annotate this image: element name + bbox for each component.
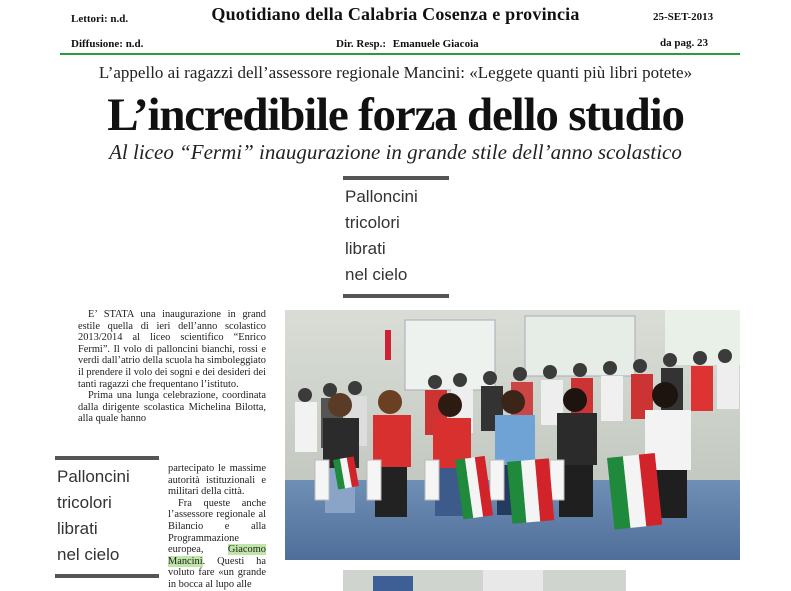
paragraph-2: Prima una lunga celebrazione, coordinata dalla dirigente scolastica Michelina Bilotta, alla quale hanno bbox=[78, 390, 266, 425]
secondary-photo bbox=[343, 570, 626, 591]
secondary-photo-svg bbox=[343, 570, 626, 591]
pullquote-line: Palloncini bbox=[345, 187, 418, 206]
paragraph-3 bbox=[168, 498, 266, 591]
article-photo bbox=[285, 310, 740, 560]
article-body bbox=[78, 309, 266, 425]
pullquote-line: librati bbox=[345, 239, 386, 258]
highlight-first-name: Giacomo bbox=[227, 544, 266, 556]
date-label: 25-SET-2013 bbox=[653, 11, 714, 23]
readers-label: Lettori: n.d. bbox=[71, 13, 129, 25]
pullquote-line: librati bbox=[57, 519, 98, 538]
article-body-continued bbox=[168, 463, 266, 591]
pullquote-line: nel cielo bbox=[345, 265, 408, 284]
pullquote-side bbox=[55, 456, 159, 578]
paragraph-3-end: . Questi ha voluto fare «un grande in bocca al lupo alle bbox=[168, 555, 266, 590]
article-headline: L’incredibile forza dello studio bbox=[107, 89, 684, 141]
pullquote-line: Palloncini bbox=[57, 467, 130, 486]
director-name: Emanuele Giacoia bbox=[392, 38, 479, 50]
page-reference: da pag. 23 bbox=[660, 37, 708, 49]
pullquote-top-bar-bottom bbox=[343, 294, 449, 298]
header-divider bbox=[60, 53, 740, 55]
director bbox=[336, 38, 479, 50]
paragraph-2-cont: partecipato le massime autorità istituzionali e militari della città. bbox=[168, 463, 266, 498]
circulation-label: Diffusione: n.d. bbox=[71, 38, 144, 50]
pullquote-line: tricolori bbox=[57, 493, 112, 512]
photo-students-svg bbox=[285, 310, 740, 560]
paragraph-3-start: Fra queste anche l’assessore regionale al Bilancio e alla Programmazione europea, bbox=[168, 497, 266, 556]
pullquote-line: tricolori bbox=[345, 213, 400, 232]
pullquote-line: nel cielo bbox=[57, 545, 120, 564]
article-subhead: Al liceo “Fermi” inaugurazione in grande stile dell’anno scolastico bbox=[109, 140, 682, 164]
director-label: Dir. Resp.: bbox=[336, 38, 387, 50]
pullquote-top bbox=[343, 176, 449, 298]
highlight-last-name: Mancini bbox=[168, 555, 203, 567]
publication-title: Quotidiano della Calabria Cosenza e provincia bbox=[211, 4, 580, 24]
article-kicker: L’appello ai ragazzi dell’assessore regionale Mancini: «Leggete quanti più libri potete» bbox=[98, 63, 693, 82]
pullquote-side-bar-bottom bbox=[55, 574, 159, 578]
paragraph-1: E’ STATA una inaugurazione in grand estile quella di ieri dell’anno scolastico 2013/2014 al liceo scientifico “Enrico Fermi”. Il volo di palloncini bianchi, rossi e verdi dall’atrio della scuola ha simboleggiato il prendere il volo dei sogni e dei desideri dei tanti ragazzi che frequentano l’istituto. bbox=[78, 309, 266, 390]
